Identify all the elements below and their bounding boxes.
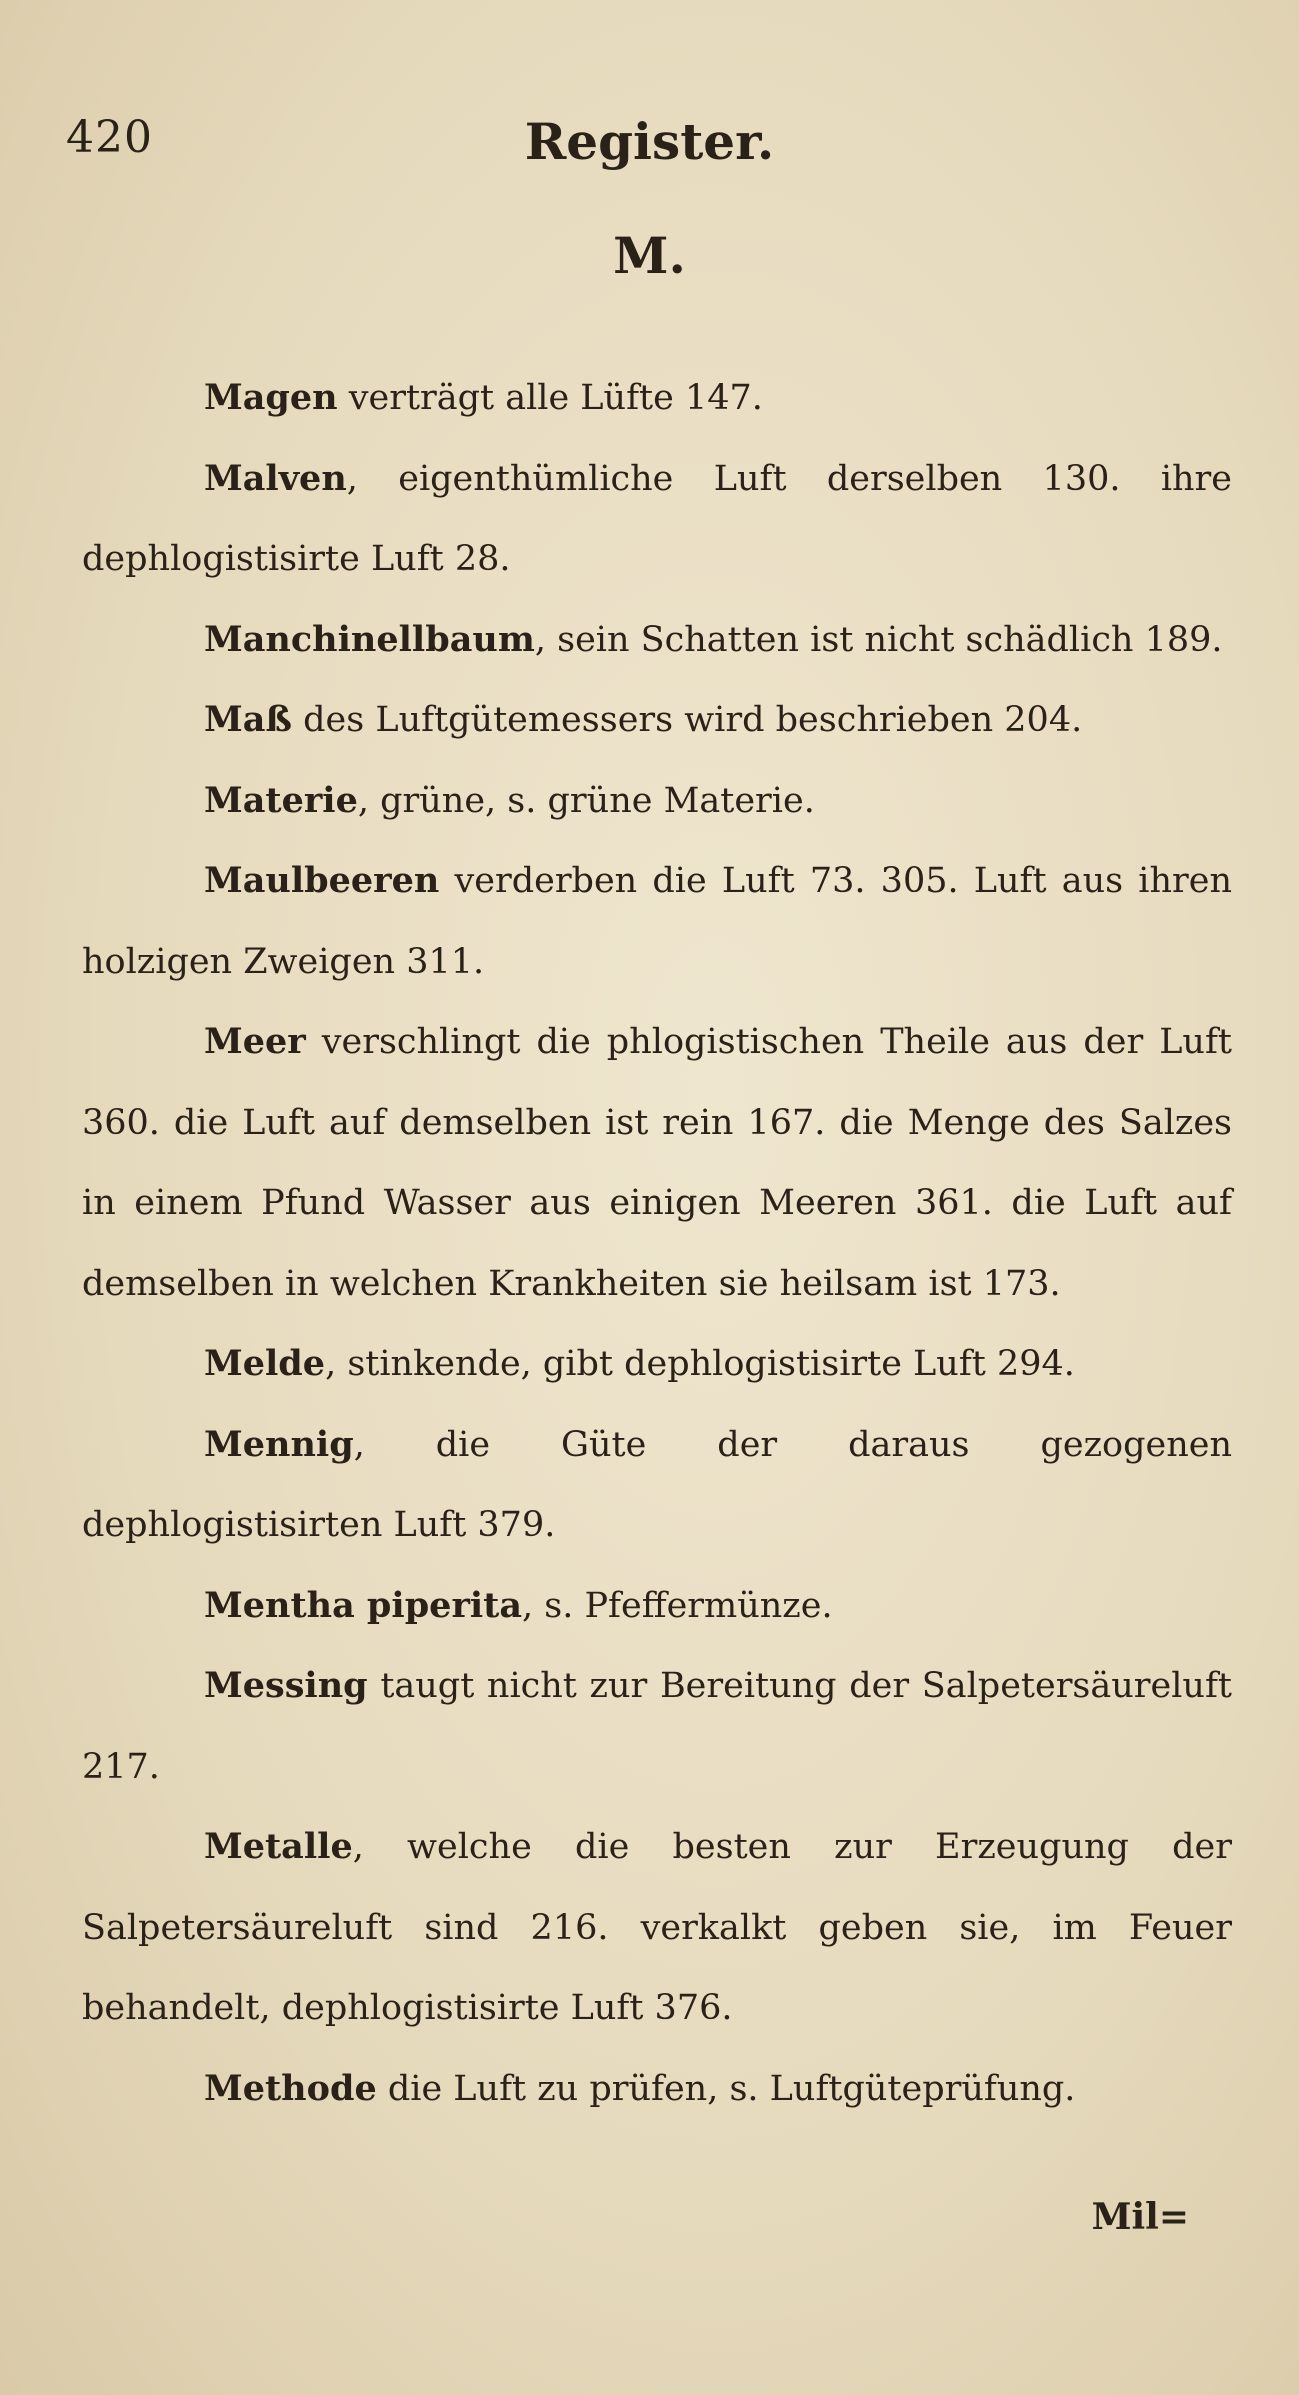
register-entry [82,1566,1232,1647]
entry-headword: Magen [204,377,338,418]
entry-text: , grüne, s. grüne Materie. [357,780,815,821]
entry-headword: Mennig [204,1423,354,1465]
register-entry [82,439,1232,600]
register-entry [82,841,1232,1002]
entry-text: , stinkende, gibt dephlogistisirte Luft 294. [325,1344,1075,1384]
register-entry [82,1807,1232,2049]
section-letter: M. [613,226,686,285]
register-entries [82,358,1232,2129]
register-entry [82,1324,1232,1405]
entry-text: , die Güte der daraus gezogenen dephlogistisirten Luft 379. [82,1424,1232,1545]
catchword: Mil= [1091,2196,1189,2238]
entry-text: die Luft zu prüfen, s. Luftgüteprüfung. [376,2068,1076,2109]
register-entry [82,600,1232,681]
entry-headword: Messing [204,1665,368,1706]
register-entry [82,1002,1232,1324]
entry-headword: Manchinellbaum [204,618,535,660]
entry-headword: Maß [204,699,293,740]
entry-text: , s. Pfeffermünze. [522,1585,833,1626]
register-entry [82,680,1232,761]
entry-headword: Materie [204,779,358,821]
entry-text: taugt nicht zur Bereitung der Salpetersäureluft 217. [82,1666,1232,1787]
register-entry [82,2049,1232,2130]
entry-text: des Luftgütemessers wird beschrieben 204. [292,700,1083,740]
page-header [0,112,1299,182]
entry-text: verträgt alle Lüfte 147. [337,378,763,418]
entry-text: verderben die Luft 73. 305. Luft aus ihren holzigen Zweigen 311. [82,861,1232,982]
entry-headword: Maulbeeren [204,860,440,901]
running-title: Register. [524,112,775,171]
entry-text: verschlingt die phlogistischen Theile aus der Luft 360. die Luft auf demselben ist rein 167. die Menge des Salzes in einem Pfund Wasser aus einigen Meeren 361. die Luft auf demselben in welchen Krankheiten sie heilsam ist 173. [82,1022,1232,1304]
entry-text: , eigenthümliche Luft derselben 130. ihre dephlogistisirte Luft 28. [82,458,1232,579]
entry-headword: Melde [204,1343,326,1384]
entry-headword: Malven [204,457,347,499]
entry-text: , sein Schatten ist nicht schädlich 189. [534,619,1223,660]
entry-headword: Meer [204,1021,306,1062]
entry-headword: Methode [204,2067,377,2109]
register-entry [82,1405,1232,1566]
entry-headword: Mentha piperita [204,1584,523,1626]
register-entry [82,358,1232,439]
entry-text: , welche die besten zur Erzeugung der Salpetersäureluft sind 216. verkalkt geben sie, im Feuer behandelt, dephlogistisirte Luft 376. [82,1827,1232,2028]
register-entry [82,761,1232,842]
entry-headword: Metalle [204,1826,353,1867]
register-entry [82,1646,1232,1807]
page-number: 420 [66,112,153,163]
